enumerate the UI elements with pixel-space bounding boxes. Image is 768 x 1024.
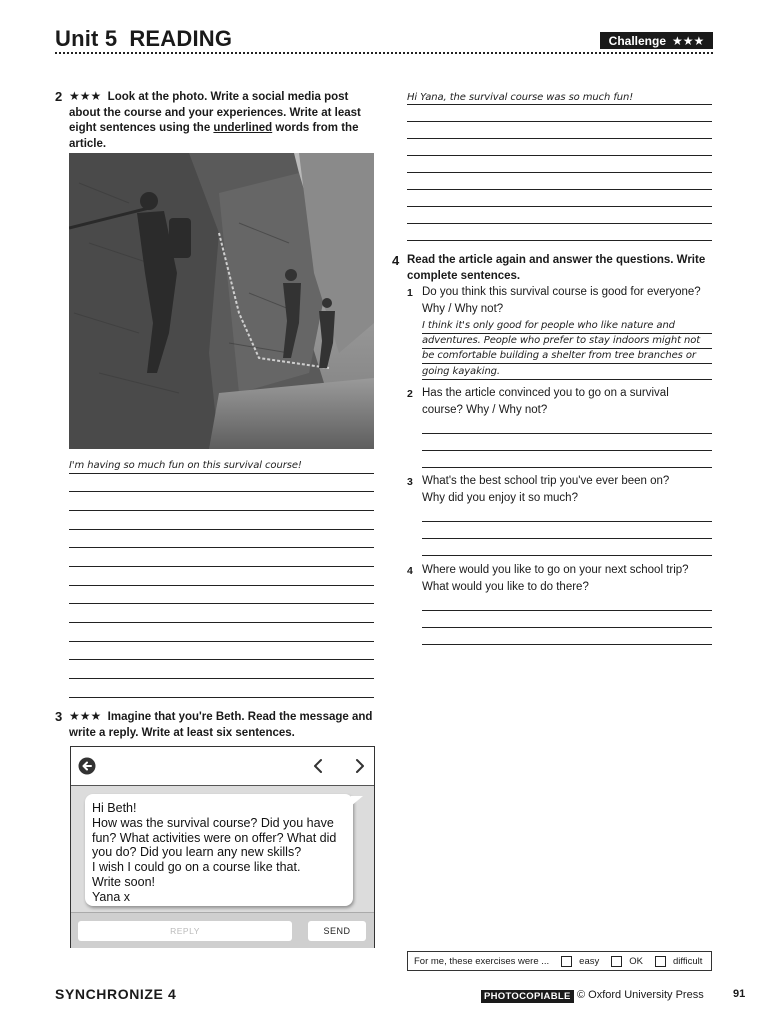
ok-checkbox[interactable]	[611, 956, 622, 967]
publisher-credit: © Oxford University Press	[577, 989, 704, 1001]
q2-answer-line[interactable]	[69, 473, 374, 474]
q4-answer-line[interactable]	[422, 467, 712, 468]
difficult-label: difficult	[672, 955, 703, 967]
q4-answer-line[interactable]	[422, 450, 712, 451]
header-divider	[55, 52, 713, 54]
message-bubble	[85, 794, 353, 906]
chevron-right-icon[interactable]	[354, 758, 366, 774]
q4-answer-line[interactable]	[422, 521, 712, 522]
q2-answer-line[interactable]	[69, 585, 374, 586]
page-number: 91	[733, 988, 746, 1000]
q4-item-question-line: Why did you enjoy it so much?	[422, 491, 578, 504]
q4-item-number: 4	[407, 565, 413, 577]
q3-answer-line[interactable]	[407, 189, 712, 190]
q2-answer-line[interactable]	[69, 547, 374, 548]
q4-item-number: 2	[407, 388, 413, 400]
q2-answer-line[interactable]	[69, 491, 374, 492]
ok-label: OK	[629, 955, 643, 967]
q4-answer-line[interactable]	[422, 379, 712, 380]
q3-answer-line[interactable]	[407, 138, 712, 139]
q2-number: 2	[55, 89, 63, 104]
q4-item1-answer-line1: I think it's only good for people who like nature and	[422, 320, 675, 331]
q4-item-question-line: What would you like to do there?	[422, 580, 589, 593]
q3-answer-line[interactable]	[407, 104, 712, 105]
q4-answer-line[interactable]	[422, 348, 712, 349]
send-button[interactable]: SEND	[308, 921, 366, 941]
q2-answer-line[interactable]	[69, 566, 374, 567]
q4-item1-answer-line4: going kayaking.	[422, 366, 501, 377]
q4-item-question-line: course? Why / Why not?	[422, 403, 548, 416]
q3-instructions	[69, 709, 374, 741]
unit-label: Unit 5	[55, 26, 118, 51]
q4-answer-line[interactable]	[422, 627, 712, 628]
brand-logo: SYNCHRONIZE 4	[55, 986, 177, 1002]
q4-answer-line[interactable]	[422, 363, 712, 364]
q4-item1-answer-line3: be comfortable building a shelter from tree branches or	[422, 350, 696, 361]
q2-answer-start: I'm having so much fun on this survival course!	[69, 460, 302, 471]
easy-label: easy	[579, 955, 600, 967]
q3-stars: ★★★	[69, 709, 102, 723]
feedback-prompt: For me, these exercises were ...	[414, 955, 550, 967]
q4-item-number: 1	[407, 287, 413, 299]
q4-item1-answer-line2: adventures. People who prefer to stay indoors might not	[422, 335, 701, 346]
q2-answer-line[interactable]	[69, 641, 374, 642]
q3-number: 3	[55, 709, 63, 724]
q4-item-question-line: Do you think this survival course is good for everyone?	[422, 286, 701, 298]
reply-input[interactable]: REPLY	[78, 921, 292, 941]
q4-item-question	[422, 562, 714, 595]
q4-item-number: 3	[407, 476, 413, 488]
challenge-stars: ★★★	[672, 33, 705, 48]
q3-answer-line[interactable]	[407, 240, 712, 241]
q4-item-question-line: Why / Why not?	[422, 302, 504, 315]
q2-answer-line[interactable]	[69, 678, 374, 679]
message-area	[71, 786, 374, 912]
q4-item-question-line: What's the best school trip you've ever been on?	[422, 475, 670, 487]
q4-answer-line[interactable]	[422, 610, 712, 611]
q3-answer-line[interactable]	[407, 121, 712, 122]
chevron-left-icon[interactable]	[312, 758, 324, 774]
feedback-box	[407, 951, 712, 971]
message-toolbar	[71, 747, 374, 786]
q2-text-underlined: underlined	[213, 122, 273, 134]
message-widget	[70, 746, 375, 948]
section-label: READING	[129, 26, 233, 51]
q2-stars: ★★★	[69, 89, 102, 103]
q4-item-question	[422, 473, 714, 506]
q3-text: Imagine that you're Beth. Read the message and write a reply. Write at least six sentences.	[69, 711, 373, 739]
survival-course-photo	[69, 153, 374, 449]
q3-answer-line[interactable]	[407, 206, 712, 207]
challenge-badge	[600, 32, 713, 49]
q4-number: 4	[392, 253, 400, 268]
q2-text-before: Look at the photo. Write a social media post about the course and your experiences. Write at least eight sentences using the	[69, 91, 361, 134]
q4-answer-line[interactable]	[422, 433, 712, 434]
q3-answer-start: Hi Yana, the survival course was so much fun!	[407, 92, 634, 103]
photocopiable-badge: PHOTOCOPIABLE	[481, 990, 574, 1003]
q2-answer-line[interactable]	[69, 697, 374, 698]
q2-answer-line[interactable]	[69, 603, 374, 604]
easy-checkbox[interactable]	[561, 956, 572, 967]
q4-item-question	[422, 385, 714, 418]
q4-answer-line[interactable]	[422, 644, 712, 645]
page-title	[55, 26, 232, 52]
q2-text-after: words from the article.	[69, 122, 359, 150]
q4-instructions: Read the article again and answer the questions. Write complete sentences.	[407, 254, 706, 282]
q3-answer-line[interactable]	[407, 155, 712, 156]
q4-item-question	[422, 284, 714, 317]
challenge-label: Challenge	[608, 33, 667, 48]
q2-answer-line[interactable]	[69, 529, 374, 530]
difficult-checkbox[interactable]	[655, 956, 666, 967]
q4-item-question-line: Where would you like to go on your next school trip?	[422, 564, 689, 576]
q4-answer-line[interactable]	[422, 538, 712, 539]
q2-instructions	[69, 89, 374, 152]
q3-answer-line[interactable]	[407, 223, 712, 224]
message-text: Hi Beth! How was the survival course? Did you have fun? What activities were on offer? What did you do? Did you learn any new skills? I wish I could go on a course like that. Write soon! Yana x	[92, 801, 337, 904]
q4-answer-line[interactable]	[422, 555, 712, 556]
q3-answer-line[interactable]	[407, 172, 712, 173]
q2-answer-line[interactable]	[69, 510, 374, 511]
back-arrow-icon[interactable]	[78, 757, 96, 775]
q4-item-question-line: Has the article convinced you to go on a survival	[422, 387, 669, 399]
q2-answer-line[interactable]	[69, 659, 374, 660]
q2-answer-line[interactable]	[69, 622, 374, 623]
q4-answer-line[interactable]	[422, 333, 712, 334]
reply-bar	[71, 912, 374, 948]
